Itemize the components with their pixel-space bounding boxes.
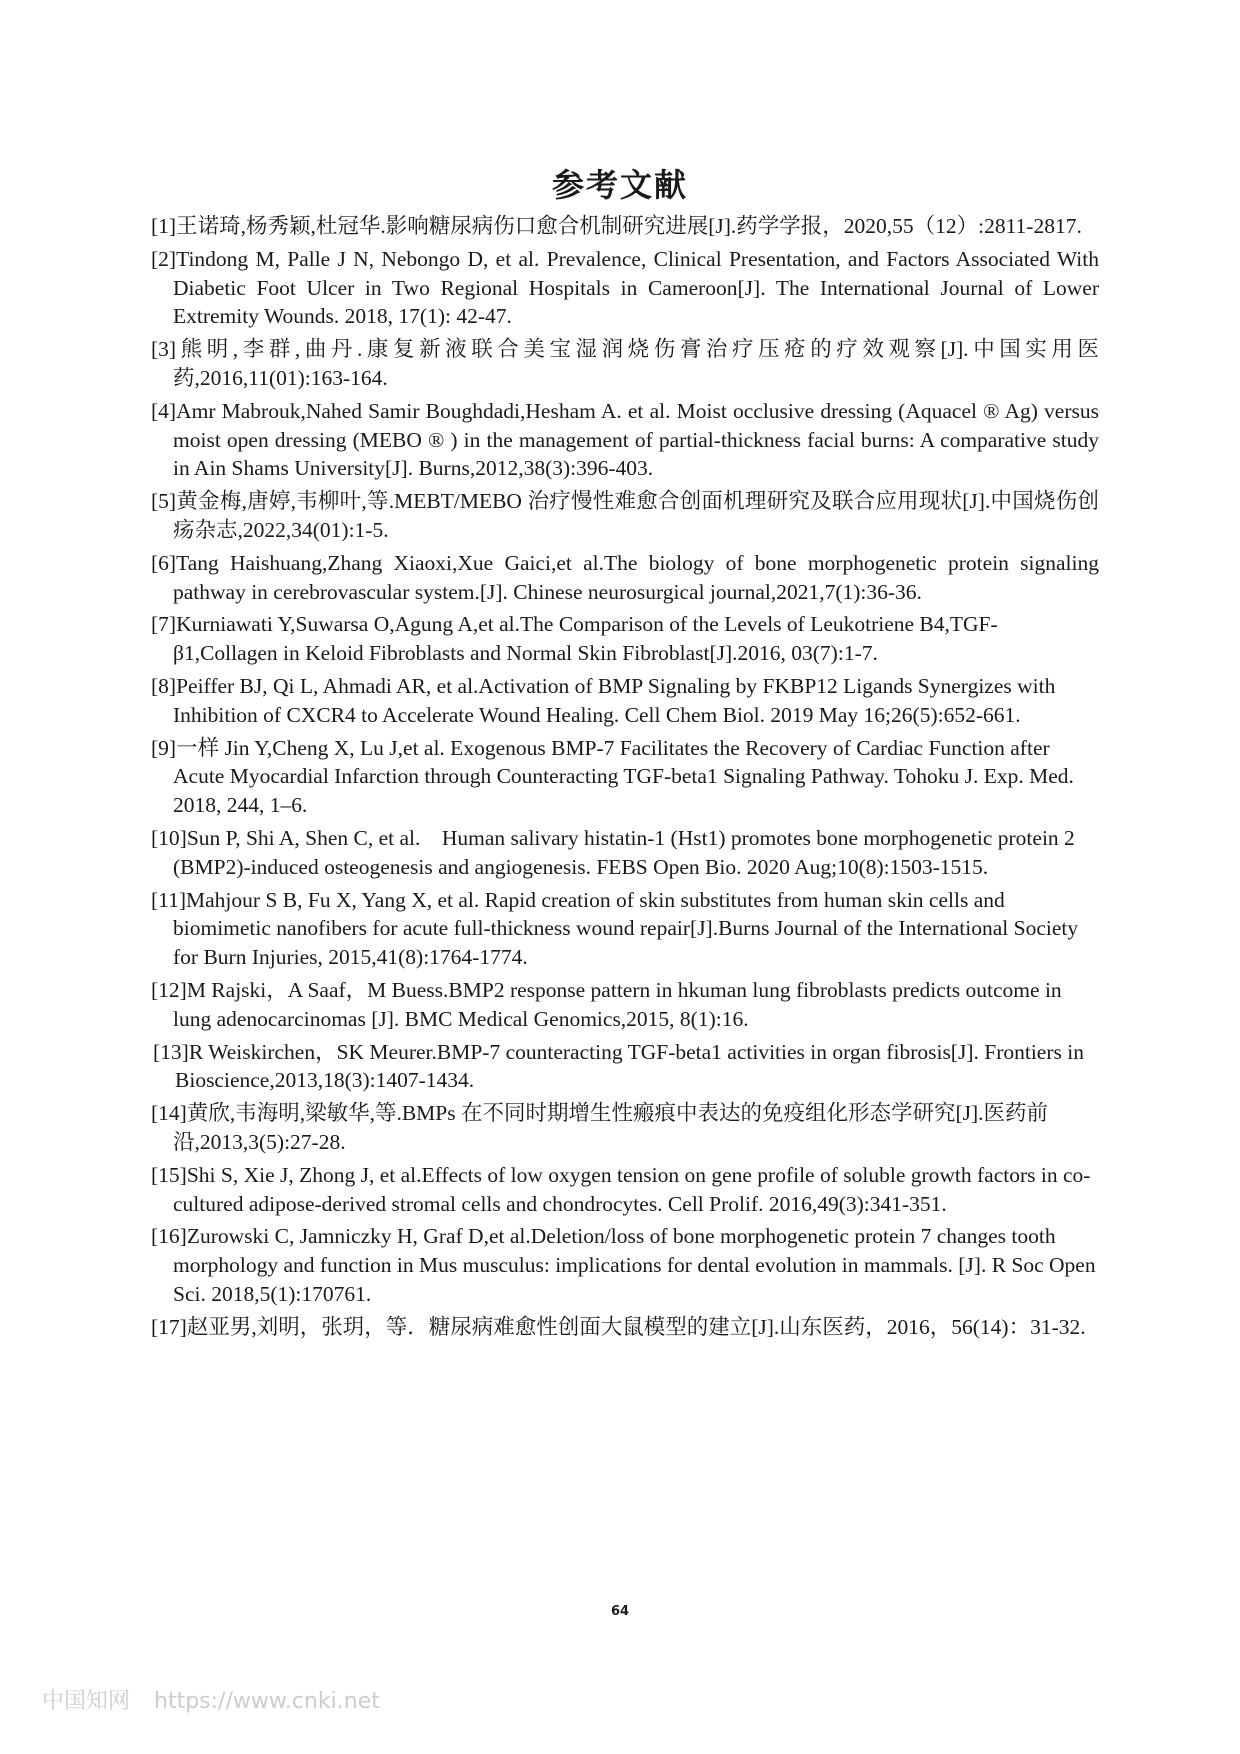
reference-item: [16]Zurowski C, Jamniczky H, Graf D,et al.Deletion/loss of bone morphogenetic protein 7 changes tooth morphology and function in Mus musculus: implications for dental evolution in mammals. [J]. R Soc Open Sci. 2018,5(1):170761. [151,1224,1096,1306]
watermark-url: https://www.cnki.net [154,1689,380,1714]
reference-item: [13]R Weiskirchen，SK Meurer.BMP-7 counteracting TGF-beta1 activities in organ fibrosis[J]. Frontiers in Bioscience,2013,18(3):1407-1434. [153,1039,1084,1093]
reference-item: [17]赵亚男,刘明，张玥，等．糖尿病难愈性创面大鼠模型的建立[J].山东医药，2016，56(14)：31-32. [151,1314,1086,1339]
reference-list [151,212,1099,1345]
reference-item: [11]Mahjour S B, Fu X, Yang X, et al. Rapid creation of skin substitutes from human skin cells and biomimetic nanofibers for acute full-thickness wound repair[J].Burns Journal of the International Society for Burn Injuries, 2015,41(8):1764-1774. [151,887,1079,970]
reference-item: [8]Peiffer BJ, Qi L, Ahmadi AR, et al.Activation of BMP Signaling by FKBP12 Ligands Synergizes with Inhibition of CXCR4 to Accelerate Wound Healing. Cell Chem Biol. 2019 May 16;26(5):652-661. [151,673,1056,727]
reference-item: [4]Amr Mabrouk,Nahed Samir Boughdadi,Hesham A. et al. Moist occlusive dressing (Aquacel ® Ag) versus moist open dressing (MEBO ® ) in the management of partial-thickness facial burns: A comparative study in Ain Shams University[J]. Burns,2012,38(3):396-403. [151,398,1099,481]
reference-item: [1]王诺琦,杨秀颖,杜冠华.影响糖尿病伤口愈合机制研究进展[J].药学学报，2020,55（12）:2811-2817. [151,214,1082,238]
reference-item: [14]黄欣,韦海明,梁敏华,等.BMPs 在不同时期增生性瘢痕中表达的免疫组化形态学研究[J].医药前沿,2013,3(5):27-28. [151,1101,1049,1154]
reference-item: [15]Shi S, Xie J, Zhong J, et al.Effects of low oxygen tension on gene profile of soluble growth factors in co-cultured adipose-derived stromal cells and chondrocytes. Cell Prolif. 2016,49(3):341-351. [151,1162,1091,1216]
page-number: 64 [610,1604,630,1619]
reference-item: [9]一样 Jin Y,Cheng X, Lu J,et al. Exogenous BMP-7 Facilitates the Recovery of Cardiac Function after Acute Myocardial Infarction through Counteracting TGF-beta1 Signaling Pathway. Tohoku J. Exp. Med. 2018, 244, 1–6. [151,735,1074,818]
reference-item: [7]Kurniawati Y,Suwarsa O,Agung A,et al.The Comparison of the Levels of Leukotriene B4,TGF-β1,Collagen in Keloid Fibroblasts and Normal Skin Fibroblast[J].2016, 03(7):1-7. [151,612,998,666]
reference-item: [6]Tang Haishuang,Zhang Xiaoxi,Xue Gaici,et al.The biology of bone morphogenetic protein signaling pathway in cerebrovascular system.[J]. Chinese neurosurgical journal,2021,7(1):36-36. [151,550,1099,604]
reference-item: [3]熊明,李群,曲丹.康复新液联合美宝湿润烧伤膏治疗压疮的疗效观察[J].中国实用医药,2016,11(01):163-164. [151,337,1099,390]
reference-item: [10]Sun P, Shi A, Shen C, et al. Human salivary histatin-1 (Hst1) promotes bone morphogenetic protein 2 (BMP2)-induced osteogenesis and angiogenesis. FEBS Open Bio. 2020 Aug;10(8):1503-1515. [151,825,1075,879]
watermark [42,1684,380,1715]
watermark-brand: 中国知网 [42,1689,131,1714]
reference-item: [12]M Rajski，A Saaf，M Buess.BMP2 response pattern in hkuman lung fibroblasts predicts outcome in lung adenocarcinomas [J]. BMC Medical Genomics,2015, 8(1):16. [151,977,1062,1031]
reference-item: [5]黄金梅,唐婷,韦柳叶,等.MEBT/MEBO 治疗慢性难愈合创面机理研究及联合应用现状[J].中国烧伤创疡杂志,2022,34(01):1-5. [151,489,1099,542]
page-title: 参考文献 [551,166,688,204]
reference-item: [2]Tindong M, Palle J N, Nebongo D, et al. Prevalence, Clinical Presentation, and Factors Associated With Diabetic Foot Ulcer in Two Regional Hospitals in Cameroon[J]. The International Journal of Lower Extremity Wounds. 2018, 17(1): 42-47. [151,246,1099,329]
